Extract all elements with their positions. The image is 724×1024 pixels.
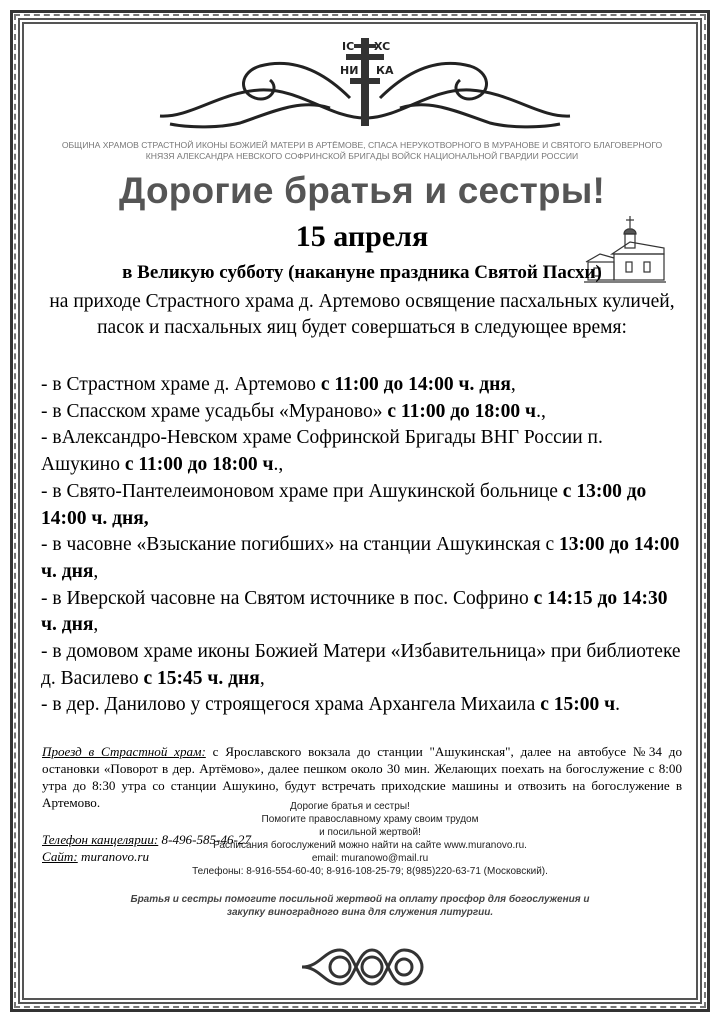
schedule-time: с 11:00 до 18:00 ч <box>124 454 274 476</box>
schedule-punct: ., <box>273 454 284 476</box>
schedule-item <box>41 372 681 399</box>
site-link[interactable]: muranovo.ru <box>77 849 150 864</box>
schedule-place: - в Иверской часовне на Святом источнике в пос. Софрино <box>41 587 534 609</box>
svg-text:IC: IC <box>342 40 355 53</box>
schedule-punct: , <box>93 614 99 636</box>
schedule-time: с 14:15 до 14:30 ч. дня <box>41 587 668 636</box>
email-line: email: muranowo@mail.ru <box>311 853 429 864</box>
schedule-place: - в Свято-Пантелеимоновом храме при Ашукинской больнице <box>41 480 563 502</box>
event-date: 15 апреля <box>295 220 429 253</box>
directions-text: с Ярославского вокзала до станции "Ашукинская", далее на автобусе №34 до остановки «Поворот в дер. Артёмово», далее пешком около 30 мин. Желающих поехать на богослужение с 8:00 утра до 8:30 утра со станции Ашукино, будут встречать приходские машины и отвозить на богослужение в Артемово. <box>42 744 682 810</box>
phones-line: Телефоны: 8-916-554-60-40; 8-916-108-25-79; 8(985)220-63-71 (Московский). <box>192 866 548 877</box>
phone-number: 8-496-585-46-27 <box>158 832 251 847</box>
svg-text:НИ: НИ <box>340 64 359 77</box>
schedule-time: с 11:00 до 18:00 ч <box>387 400 537 422</box>
schedule-place: - в Спасском храме усадьбы «Мураново» <box>41 400 388 422</box>
schedule-item <box>41 479 681 532</box>
greeting-title: Дорогие братья и сестры! <box>118 170 606 211</box>
phone-label: Телефон канцелярии: <box>42 832 159 847</box>
organization-line: ОБЩИНА ХРАМОВ СТРАСТНОЙ ИКОНЫ БОЖИЕЙ МАТЕРИ В АРТЁМОВЕ, СПАСА НЕРУКОТВОРНОГО В МУРАНОВЕ И СВЯТОГО БЛАГОВЕРНОГО КНЯЗЯ АЛЕКСАНДРА НЕВСКОГО СОФРИНСКОЙ БРИГАДЫ ВОЙСК НАЦИОНАЛЬНОЙ ГВАРДИИ РОССИИ <box>61 140 663 161</box>
schedule-item <box>41 532 681 585</box>
schedule-item <box>41 586 681 639</box>
schedule-time: с 15:00 ч <box>540 694 616 716</box>
knot-ornament-icon <box>300 940 424 994</box>
appeal-line: и посильной жертвой! <box>319 827 421 838</box>
ornament-cross-icon <box>150 28 580 138</box>
appeal-block <box>180 800 560 878</box>
schedule-place: - в часовне «Взыскание погибших» на станции Ашукинская с <box>41 534 560 556</box>
donation-note: Братья и сестры помогите посильной жертвой на оплату просфор для богослужения и закупку виноградного вина для служения литургии. <box>130 894 590 918</box>
schedule-time: с 15:45 ч. дня <box>143 667 260 689</box>
schedule-time: 13:00 до 14:00 ч. дня <box>41 534 680 582</box>
schedule-item <box>41 639 681 692</box>
schedule-place: - в Страстном храме д. Артемово <box>41 374 321 395</box>
schedule-punct: . <box>615 694 620 716</box>
schedule-place: - в дер. Данилово у строящегося храма Архангела Михаила <box>41 694 541 716</box>
svg-text:КА: КА <box>376 64 394 77</box>
site-label: Сайт: <box>42 849 78 864</box>
schedule-list <box>41 372 681 719</box>
schedule-item <box>41 425 681 478</box>
schedule-time: с 13:00 до 14:00 ч. дня, <box>41 480 647 529</box>
appeal-line: Помогите православному храму своим трудом <box>261 814 479 825</box>
schedule-item <box>41 692 681 719</box>
intro-text: на приходе Страстного храма д. Артемово освящение пасхальных куличей, пасок и пасхальных яиц будет совершаться в следующее время: <box>49 291 675 338</box>
schedule-punct: , <box>510 374 516 395</box>
schedule-punct: ., <box>536 400 546 422</box>
svg-text:XC: XC <box>374 40 391 53</box>
schedule-punct: , <box>93 560 99 582</box>
schedule-place: - в домовом храме иконы Божией Матери «Избавительница» при библиотеке д. Василево <box>41 641 681 689</box>
schedule-punct: , <box>259 667 265 689</box>
directions-label: Проезд в Страстной храм: <box>42 744 206 759</box>
schedule-place: - вАлександро-Невском храме Софринской Бригады ВНГ России п. Ашукино <box>41 427 603 476</box>
appeal-line: Дорогие братья и сестры! <box>290 801 410 812</box>
appeal-line: Расписания богослужений можно найти на сайте www.muranovo.ru. <box>213 840 527 851</box>
schedule-item <box>41 399 681 426</box>
event-subtitle: в Великую субботу (накануне праздника Святой Пасхи) <box>122 262 602 283</box>
schedule-time: с 11:00 до 14:00 ч. дня <box>320 374 511 395</box>
